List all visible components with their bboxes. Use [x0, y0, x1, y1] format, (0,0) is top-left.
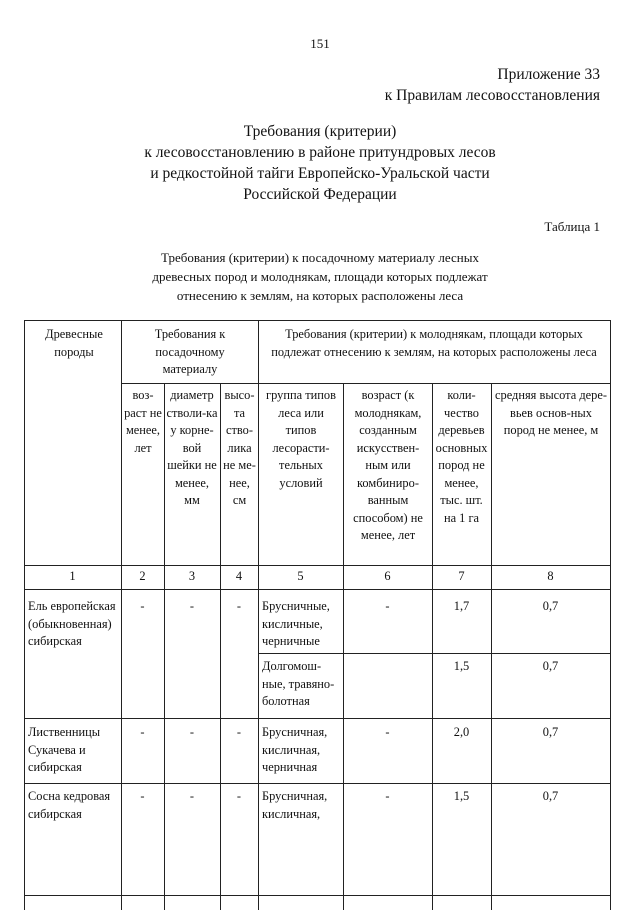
- header-planting-material: Требования к посадочному материалу: [154, 327, 226, 376]
- species-name: Сосна кедровая сибирская: [28, 789, 111, 821]
- header-tree-count: коли-чество деревьев основных пород не менее, тыс. шт. на 1 га: [435, 388, 488, 525]
- avg-height-value: 0,7: [542, 599, 559, 613]
- young-age-value: -: [385, 599, 390, 613]
- header-avg-height: средняя высота дере-вьев основ-ных пород не менее, м: [495, 388, 607, 437]
- young-age-value: -: [385, 725, 390, 739]
- diameter-value: -: [189, 725, 195, 739]
- appendix-rules: к Правилам лесовосстановления: [384, 87, 600, 104]
- header-age: воз-раст не менее, лет: [124, 388, 162, 455]
- column-number: 1: [69, 569, 76, 583]
- forest-type-value: Брусничные, кисличные, черничные: [262, 599, 330, 648]
- header-species: Древесные породы: [45, 327, 103, 359]
- height-value: -: [236, 599, 242, 613]
- species-name: Лиственницы Сукачева и сибирская: [28, 725, 101, 774]
- header-young-stand: Требования (критерии) к молоднякам, площади которых подлежат отнесению к землям, на которых расположены леса: [271, 327, 597, 359]
- column-number: 5: [297, 569, 304, 583]
- page-number: 151: [310, 36, 330, 51]
- title-line-3: и редкостойной тайги Европейско-Уральской части: [150, 165, 490, 182]
- tree-count-value: 1,7: [453, 599, 470, 613]
- height-value: -: [236, 789, 242, 803]
- table-label: Таблица 1: [544, 219, 600, 234]
- header-young-age: возраст (к молоднякам, созданным искусствен-ным или комбиниро-ванным способом) не менее, лет: [353, 388, 423, 542]
- title-line-1: Требования (критерии): [243, 123, 397, 140]
- appendix-number: Приложение 33: [497, 66, 600, 83]
- column-number: 2: [139, 569, 146, 583]
- forest-type-value: Брусничная, кисличная,: [262, 789, 328, 821]
- tree-count-value: 2,0: [453, 725, 470, 739]
- avg-height-value: 0,7: [542, 659, 559, 673]
- subtitle-line-1: Требования (критерии) к посадочному материалу лесных: [161, 250, 479, 265]
- avg-height-value: 0,7: [542, 725, 559, 739]
- height-value: -: [236, 725, 242, 739]
- requirements-table: [24, 320, 611, 910]
- column-number: 8: [547, 569, 554, 583]
- header-forest-type: группа типов леса или типов лесорасти-тельных условий: [266, 388, 336, 490]
- title-line-2: к лесовосстановлению в районе притундровых лесов: [144, 144, 496, 161]
- title-line-4: Российской Федерации: [243, 186, 397, 203]
- avg-height-value: 0,7: [542, 789, 559, 803]
- subtitle-line-2: древесных пород и молоднякам, площади которых подлежат: [152, 269, 488, 284]
- header-height: высо-та ство-лика не ме-нее, см: [223, 388, 256, 507]
- age-value: -: [140, 725, 145, 739]
- forest-type-value: Долгомош-ные, травяно-болотная: [262, 659, 335, 708]
- age-value: -: [140, 789, 145, 803]
- subtitle-line-3: отнесению к землям, на которых расположены леса: [176, 288, 464, 303]
- column-number: 7: [458, 569, 465, 583]
- header-diameter: диаметр стволи-ка у корне-вой шейки не менее, мм: [166, 388, 218, 507]
- forest-type-value: Брусничная, кисличная, черничная: [262, 725, 328, 774]
- age-value: -: [140, 599, 145, 613]
- column-number: 4: [235, 569, 243, 583]
- diameter-value: -: [189, 789, 195, 803]
- species-name: Ель европейская (обыкновенная) сибирская: [28, 599, 116, 648]
- tree-count-value: 1,5: [453, 789, 470, 803]
- column-number: 6: [384, 569, 391, 583]
- young-age-value: -: [385, 789, 390, 803]
- tree-count-value: 1,5: [453, 659, 470, 673]
- diameter-value: -: [189, 599, 195, 613]
- column-number: 3: [188, 569, 196, 583]
